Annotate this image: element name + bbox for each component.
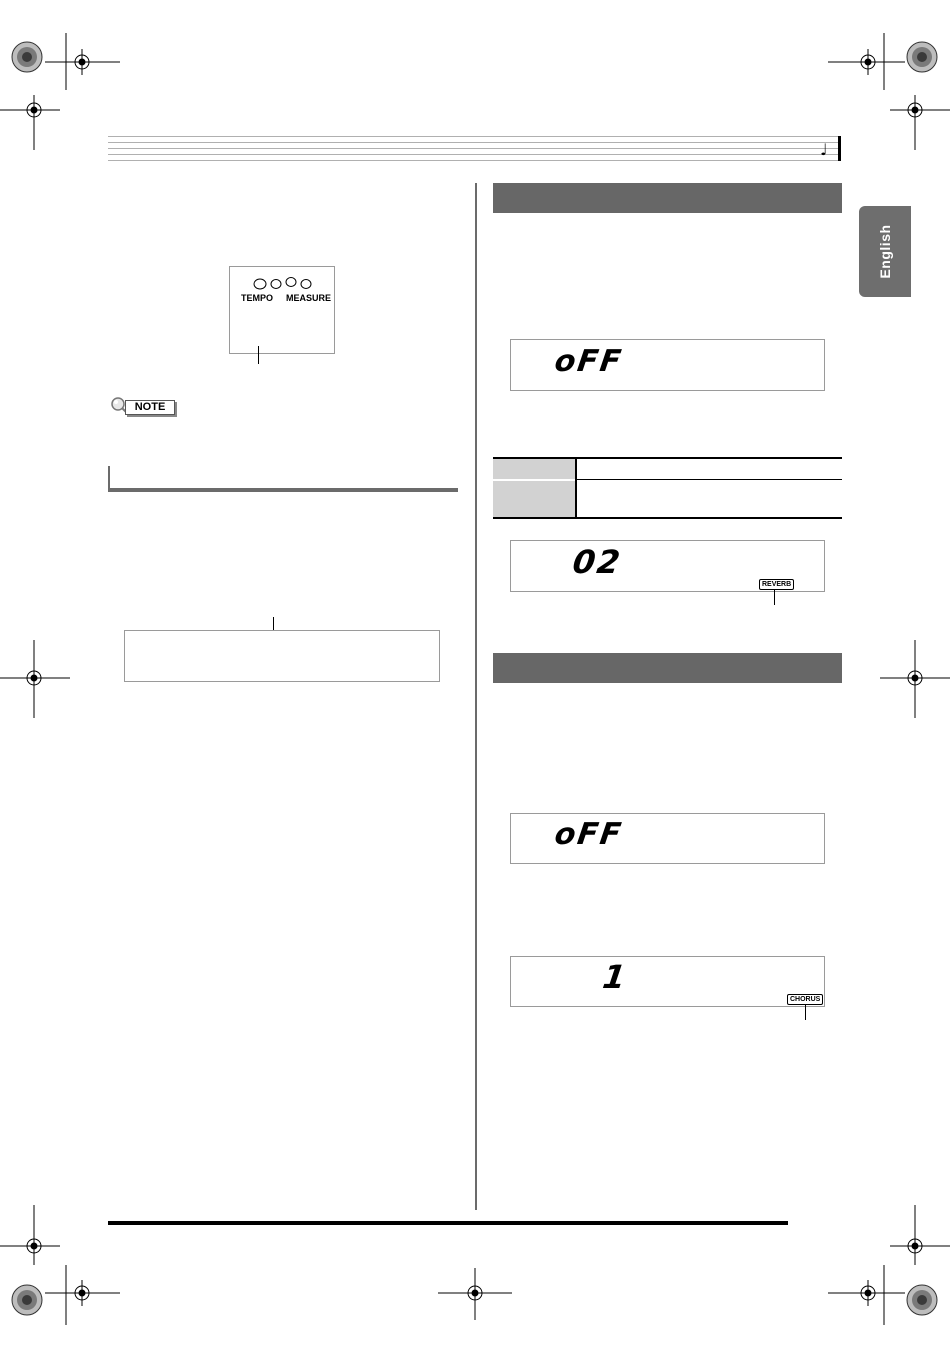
column-divider <box>475 183 477 1210</box>
blank-display <box>124 630 440 682</box>
reverb-section-header <box>493 183 842 213</box>
reverb-off-display <box>510 339 825 391</box>
reverb-indicator: REVERB <box>759 579 794 590</box>
chorus-callout-line <box>805 1005 806 1020</box>
chorus-indicator: CHORUS <box>787 994 823 1005</box>
measure-label: MEASURE <box>286 293 332 303</box>
chorus-off-value: oFF <box>552 817 626 852</box>
sub-section-header <box>108 466 458 492</box>
language-tab <box>859 206 911 297</box>
language-tab-label: English <box>877 224 893 279</box>
tempo-measure-display <box>229 266 335 354</box>
chorus-section-header <box>493 653 842 683</box>
chorus-value: 1 <box>600 958 630 996</box>
chorus-off-display <box>510 813 825 864</box>
reverb-value-display <box>510 540 825 592</box>
reverb-callout-line <box>774 590 775 605</box>
tempo-callout-line <box>258 346 259 364</box>
reverb-settings-table <box>493 457 842 519</box>
reverb-off-value: oFF <box>552 344 626 379</box>
staff-end-bar <box>838 136 841 161</box>
header-staff <box>108 136 838 160</box>
chorus-value-display <box>510 956 825 1007</box>
tempo-label: TEMPO <box>241 293 274 303</box>
beat-indicator-icon <box>252 275 316 291</box>
reverb-value: 02 <box>570 543 625 581</box>
note-badge <box>109 396 175 414</box>
note-label: NOTE <box>125 400 175 415</box>
music-note-icon: ♩ <box>820 140 828 159</box>
footer-rule <box>108 1221 788 1225</box>
